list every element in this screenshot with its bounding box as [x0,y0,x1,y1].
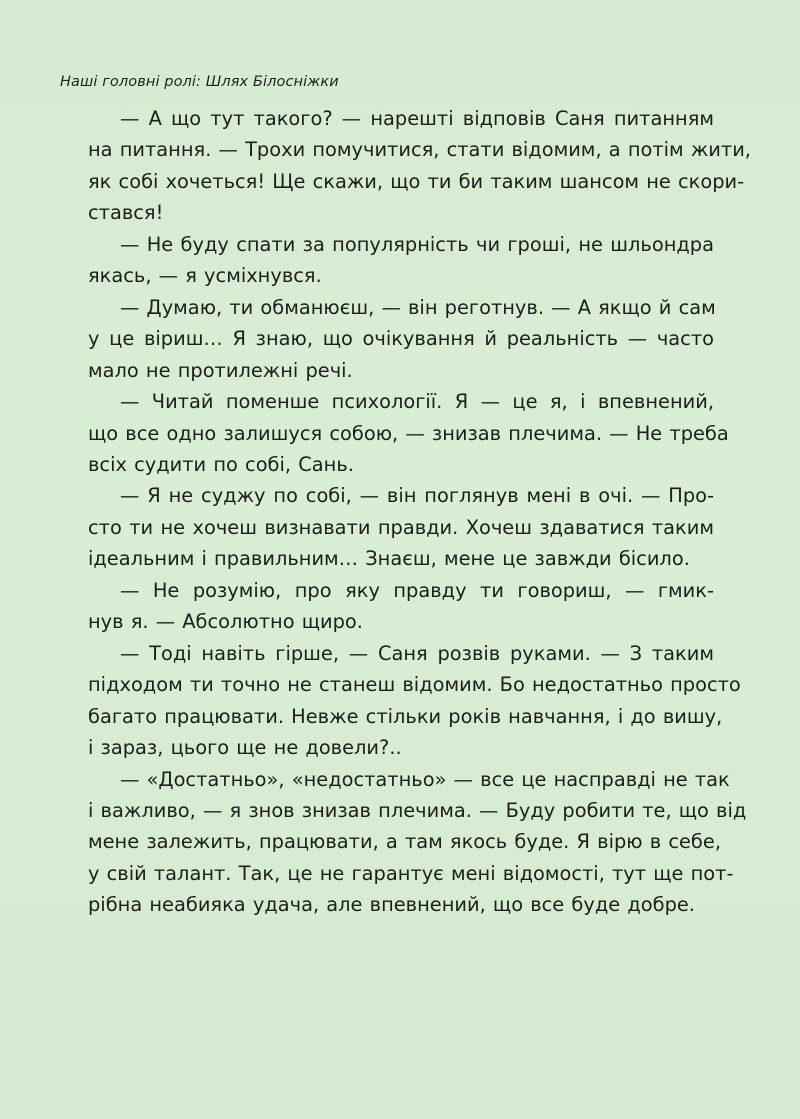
text-line: — «Достатньо», «недостатньо» — все це насправді не так [120,767,730,791]
text-line: рібна неабияка удача, але впевнений, що все буде добре. [88,893,695,917]
text-line: — А що тут такого? — нарешті відповів Саня питанням [120,107,714,130]
text-line: — Не буду спати за популярність чи гроші, не шльондра [120,232,714,256]
text-line: — Думаю, ти обманюєш, — він реготнув. — А якщо й сам [120,295,716,319]
text-line: і зараз, цього ще не довели?.. [88,736,402,760]
text-line: мало не протилежні речі. [88,358,353,382]
text-line: і важливо, — я знов знизав плечима. — Буду робити те, що від [88,798,747,822]
text-line: підходом ти точно не станеш відомим. Бо недостатньо просто [88,673,741,697]
text-line: як собі хочеться! Ще скажи, що ти би таким шансом не скори- [88,169,745,193]
text-line: всіх судити по собі, Сань. [88,452,354,476]
text-line: якась, — я усміхнувся. [88,264,322,288]
text-line: у це віриш… Я знаю, що очікування й реальність — часто [88,327,714,351]
text-line: багато працювати. Невже стільки років навчання, і до вишу, [88,704,723,728]
running-header: Наші головні ролі: Шлях Білосніжки [60,74,339,90]
text-line: — Я не суджу по собі, — він поглянув мені в очі. — Про- [120,484,714,508]
text-line: на питання. — Трохи помучитися, стати відомим, а потім жити, [88,138,751,162]
text-line: сто ти не хочеш визнавати правди. Хочеш здаватися таким [88,515,714,539]
text-line: нув я. — Абсолютно щиро. [88,610,363,634]
text-line: у свій талант. Так, це не гарантує мені відомості, тут ще пот- [88,861,734,885]
body-text [88,103,751,921]
text-line: стався! [88,201,164,225]
text-line: — Читай поменше психології. Я — це я, і впевнений, [120,390,714,414]
text-line: мене залежить, працювати, а там якось буде. Я вірю в себе, [88,830,721,854]
text-line: ідеальним і правильним… Знаєш, мене це завжди бісило. [88,547,690,571]
text-line: — Тоді навіть гірше, — Саня розвів руками. — З таким [120,641,714,665]
text-line: що все одно залишуся собою, — знизав плечима. — Не треба [88,421,729,445]
text-line: — Не розумію, про яку правду ти говориш, — гмик- [120,578,714,602]
